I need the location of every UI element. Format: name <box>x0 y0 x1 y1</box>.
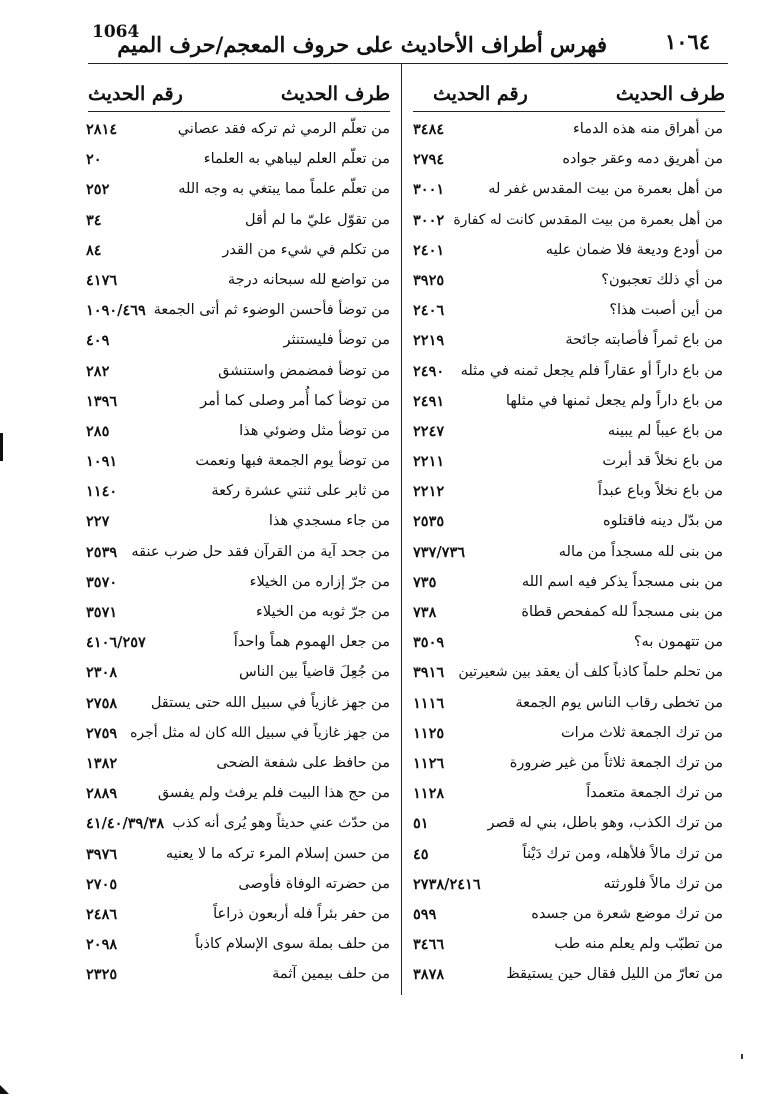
index-entry <box>413 725 723 755</box>
hadith-text: من حضرته الوفاة فأوصى <box>238 875 390 892</box>
header-rule <box>88 63 728 64</box>
hadith-text: من جرّ إزاره من الخيلاء <box>249 573 390 590</box>
hadith-text: من باع نخلاً قد أبرت <box>602 453 723 470</box>
index-entry <box>413 906 723 936</box>
hadith-text: من ترك الجمعة متعمداً <box>586 785 723 802</box>
hadith-number: ٣٤ <box>86 211 102 229</box>
index-entry <box>413 363 723 393</box>
hadith-text: من ترك مالاً فلأهله، ومن ترك دَيْناً <box>522 845 723 862</box>
hadith-text: من حلف بيمين آثمة <box>272 966 390 983</box>
index-entry <box>86 876 390 906</box>
index-entry <box>86 966 390 996</box>
hadith-text: من حج هذا البيت فلم يرفث ولم يفسق <box>157 785 390 802</box>
hadith-text: من أودع وديعة فلا ضمان عليه <box>545 241 723 258</box>
hadith-text: من تطبّب ولم يعلم منه طب <box>554 936 723 953</box>
hadith-number: ٢٨٢ <box>86 362 110 380</box>
index-entry <box>413 544 723 574</box>
hadith-number: ١٣٨٢ <box>86 754 118 772</box>
hadith-number: ٢٤٠٦ <box>413 302 445 320</box>
hadith-number: ٥١ <box>413 815 429 833</box>
hadith-number: ٢٢٧ <box>86 513 110 531</box>
hadith-text: من حسن إسلام المرء تركه ما لا يعنيه <box>165 845 390 862</box>
hadith-number: ٣٥٧٠ <box>86 573 118 591</box>
index-entry <box>86 332 390 362</box>
hadith-text: من أهل بعمرة من بيت المقدس كانت له كفارة <box>453 211 723 228</box>
hadith-text: من ترك موضع شعرة من جسده <box>531 905 723 922</box>
column-divider <box>401 63 402 995</box>
index-entry <box>413 876 723 906</box>
index-entry <box>86 121 390 151</box>
index-entry <box>86 151 390 181</box>
index-entry <box>413 212 723 242</box>
index-entry <box>413 302 723 332</box>
index-entry <box>413 755 723 785</box>
hadith-text: من تخطى رقاب الناس يوم الجمعة <box>515 694 723 711</box>
hadith-number: ٢٨٥ <box>86 422 110 440</box>
hadith-number-heading: رقم الحديث <box>88 83 183 105</box>
hadith-text: من توضأ يوم الجمعة فبها ونعمت <box>195 453 390 470</box>
index-entry <box>86 846 390 876</box>
hadith-text: من جهز غازياً في سبيل الله حتى يستقل <box>150 694 390 711</box>
index-entry <box>86 483 390 513</box>
hadith-text: من ترك الجمعة ثلاث مرات <box>561 724 723 741</box>
index-entry <box>86 574 390 604</box>
hadith-text: من تقوّل عليّ ما لم أقل <box>245 211 390 228</box>
index-entry <box>413 846 723 876</box>
hadith-text: من تحلم حلماً كاذباً كلف أن يعقد بين شعيرتين <box>458 664 723 681</box>
hadith-number: ٢٧٥٩ <box>86 724 118 742</box>
hadith-text: من توضأ فأحسن الوضوء ثم أتى الجمعة <box>153 302 390 319</box>
hadith-number: ٢٤٩١ <box>413 392 445 410</box>
hadith-number: ٣٩٢٥ <box>413 271 445 289</box>
index-entry <box>413 453 723 483</box>
hadith-number: ٢٧٥٨ <box>86 694 118 712</box>
hadith-text: من بنى لله مسجداً من ماله <box>558 543 723 560</box>
hadith-text: من جحد آية من القرآن فقد حل ضرب عنقه <box>131 543 390 560</box>
hadith-number: ٤١٠٦/٢٥٧ <box>86 634 146 652</box>
hadith-text: من حفر بئراً فله أربعون ذراعاً <box>213 905 390 922</box>
index-entry <box>86 242 390 272</box>
index-entry <box>86 453 390 483</box>
hadith-number: ١١٢٦ <box>413 754 445 772</box>
index-entry <box>413 272 723 302</box>
index-entry <box>86 513 390 543</box>
hadith-number: ٢٧٠٥ <box>86 875 118 893</box>
page-number-left: 1064 <box>92 22 140 42</box>
hadith-number: ٢٣٢٥ <box>86 966 118 984</box>
hadith-number: ٢٥٣٥ <box>413 513 445 531</box>
hadith-number: ٣٤٦٦ <box>413 936 445 954</box>
index-entry <box>86 212 390 242</box>
hadith-text: من بنى مسجداً لله كمفحص قطاة <box>521 604 723 620</box>
hadith-text: من توضأ كما أُمر وصلى كما أمر <box>200 392 390 409</box>
hadith-text: من بدّل دينه فاقتلوه <box>602 513 723 530</box>
hadith-text: من ثابر على ثنتي عشرة ركعة <box>211 483 390 500</box>
heading-underline <box>88 111 390 112</box>
heading-underline <box>413 111 725 112</box>
hadith-number: ٢٢١١ <box>413 453 445 471</box>
right-column-header <box>413 83 725 109</box>
hadith-number: ٢٨٨٩ <box>86 785 118 803</box>
index-entry <box>86 423 390 453</box>
hadith-text: من توضأ فليستنثر <box>283 332 390 349</box>
hadith-number: ٣٠٠١ <box>413 181 445 199</box>
hadith-text: من أي ذلك تعجبون؟ <box>601 271 723 288</box>
hadith-number: ٢٢١٩ <box>413 332 445 350</box>
index-entry <box>86 664 390 694</box>
hadith-number: ٤٥ <box>413 845 429 863</box>
index-entry <box>86 544 390 574</box>
hadith-text: من أهراق منه هذه الدماء <box>572 121 723 137</box>
index-entry <box>86 906 390 936</box>
hadith-number: ١٠٩٠/٤٦٩ <box>86 302 146 320</box>
hadith-number: ٢٢١٢ <box>413 483 445 501</box>
hadith-text: من توضأ فمضمض واستنشق <box>218 362 390 379</box>
index-entry <box>413 181 723 211</box>
hadith-text: من باع نخلاً وباع عبداً <box>597 483 723 500</box>
hadith-text: من أهل بعمرة من بيت المقدس غفر له <box>488 181 723 198</box>
hadith-text: من جهز غازياً في سبيل الله كان له مثل أجره <box>130 724 390 741</box>
hadith-number: ٧٣٨ <box>413 604 437 621</box>
index-entry <box>413 604 723 634</box>
page-number-right: ١٠٦٤ <box>665 29 711 54</box>
index-entry <box>413 785 723 815</box>
hadith-number-heading: رقم الحديث <box>433 83 528 105</box>
hadith-text: من جاء مسجدي هذا <box>268 513 390 530</box>
hadith-number: ٢٥٣٩ <box>86 543 118 561</box>
hadith-text-heading: طرف الحديث <box>280 83 390 105</box>
index-entry <box>86 272 390 302</box>
index-entry <box>86 302 390 332</box>
index-entry <box>86 393 390 423</box>
index-entry <box>413 513 723 543</box>
hadith-text: من تكلم في شيء من القدر <box>222 241 390 258</box>
hadith-number: ٢٥٢ <box>86 181 110 199</box>
hadith-number: ٢٣٠٨ <box>86 664 118 682</box>
hadith-text: من باع ثمراً فأصابته جائحة <box>565 332 723 349</box>
index-entry <box>86 181 390 211</box>
hadith-text: من ترك الكذب، وهو باطل، بني له قصر <box>487 815 723 832</box>
index-entry <box>86 634 390 664</box>
hadith-number: ١١٢٨ <box>413 785 445 803</box>
hadith-text: من أهريق دمه وعقر جواده <box>562 151 723 168</box>
hadith-number: ٢٨١٤ <box>86 121 118 138</box>
index-entry <box>86 785 390 815</box>
hadith-number: ٢٠ <box>86 151 102 169</box>
index-entry <box>413 664 723 694</box>
hadith-text: من حافظ على شفعة الضحى <box>216 754 390 771</box>
index-entry <box>413 695 723 725</box>
hadith-number: ٢٢٤٧ <box>413 422 445 440</box>
hadith-text: من جعل الهموم هماً واحداً <box>233 634 390 651</box>
hadith-number: ٢٤٩٠ <box>413 362 445 380</box>
hadith-text: من باع عيباً لم يبينه <box>607 422 723 439</box>
hadith-text: من تعارّ من الليل فقال حين يستيقظ <box>506 966 723 983</box>
margin-dot <box>741 1054 743 1059</box>
hadith-number: ١٠٩١ <box>86 453 118 471</box>
index-entry <box>86 815 390 845</box>
hadith-text: من جرّ ثوبه من الخيلاء <box>256 604 390 620</box>
left-index-column <box>86 121 390 996</box>
hadith-text: من ترك مالاً فلورثته <box>603 875 723 892</box>
index-entry <box>413 574 723 604</box>
hadith-number: ٤٠٩ <box>86 332 110 350</box>
hadith-number: ٣٩١٦ <box>413 664 445 682</box>
hadith-text: من توضأ مثل وضوئي هذا <box>239 422 390 439</box>
index-entry <box>413 966 723 996</box>
index-entry <box>86 936 390 966</box>
hadith-text: من تتهمون به؟ <box>633 634 723 651</box>
right-index-column <box>413 121 723 996</box>
hadith-text-heading: طرف الحديث <box>615 83 725 105</box>
index-entry <box>413 936 723 966</box>
hadith-number: ٣٩٧٦ <box>86 845 118 863</box>
hadith-number: ٢٧٩٤ <box>413 151 445 169</box>
running-title: فهرس أطراف الأحاديث على حروف المعجم/حرف الميم <box>117 32 607 57</box>
hadith-number: ٧٣٧/٧٣٦ <box>413 543 466 561</box>
hadith-number: ٢٤٨٦ <box>86 905 118 923</box>
corner-mark <box>0 1085 9 1094</box>
index-entry <box>413 121 723 151</box>
hadith-text: من باع داراً ولم يجعل ثمنها في مثلها <box>505 392 723 409</box>
hadith-number: ٣٠٠٢ <box>413 211 445 229</box>
hadith-number: ١١٢٥ <box>413 724 445 742</box>
index-entry <box>86 755 390 785</box>
hadith-text: من حلف بملة سوى الإسلام كاذباً <box>195 936 390 953</box>
hadith-number: ٣٨٧٨ <box>413 966 445 984</box>
hadith-text: من تعلّم العلم ليباهي به العلماء <box>203 151 390 168</box>
hadith-text: من باع داراً أو عقاراً فلم يجعل ثمنه في مثله <box>460 362 723 379</box>
index-entry <box>86 725 390 755</box>
index-entry <box>413 242 723 272</box>
left-column-header <box>88 83 390 109</box>
hadith-text: من حدّث عني حديثاً وهو يُرى أنه كذب <box>172 815 390 832</box>
hadith-number: ٢٠٩٨ <box>86 936 118 954</box>
hadith-text: من بنى مسجداً يذكر فيه اسم الله <box>521 573 723 590</box>
hadith-number: ٤١/٤٠/٣٩/٣٨ <box>86 815 165 833</box>
hadith-number: ٢٤٠١ <box>413 241 445 259</box>
hadith-text: من أين أصبت هذا؟ <box>609 302 723 319</box>
hadith-text: من جُعِلَ قاضياً بين الناس <box>238 664 390 681</box>
hadith-number: ٤١٧٦ <box>86 271 118 289</box>
hadith-number: ٣٥٠٩ <box>413 634 445 652</box>
hadith-number: ١١٤٠ <box>86 483 118 501</box>
hadith-text: من تواضع لله سبحانه درجة <box>227 271 390 288</box>
index-entry <box>413 423 723 453</box>
index-entry <box>86 363 390 393</box>
index-entry <box>86 695 390 725</box>
index-entry <box>413 393 723 423</box>
index-entry <box>413 815 723 845</box>
hadith-number: ٨٤ <box>86 241 102 259</box>
hadith-number: ٣٥٧١ <box>86 604 118 621</box>
hadith-text: من تعلّم علماً مما يبتغي به وجه الله <box>178 181 390 198</box>
hadith-number: ٣٤٨٤ <box>413 121 445 138</box>
hadith-number: ١٣٩٦ <box>86 392 118 410</box>
hadith-number: ٧٣٥ <box>413 573 437 591</box>
index-entry <box>413 151 723 181</box>
hadith-number: ٢٧٣٨/٢٤١٦ <box>413 875 481 893</box>
index-entry <box>413 332 723 362</box>
hadith-number: ١١١٦ <box>413 694 445 712</box>
hadith-text: من تعلّم الرمي ثم تركه فقد عصاني <box>177 121 390 137</box>
index-entry <box>86 604 390 634</box>
index-entry <box>413 634 723 664</box>
hadith-number: ٥٩٩ <box>413 905 437 923</box>
hadith-text: من ترك الجمعة ثلاثاً من غير ضرورة <box>509 754 723 771</box>
index-entry <box>413 483 723 513</box>
binding-mark <box>0 433 3 461</box>
